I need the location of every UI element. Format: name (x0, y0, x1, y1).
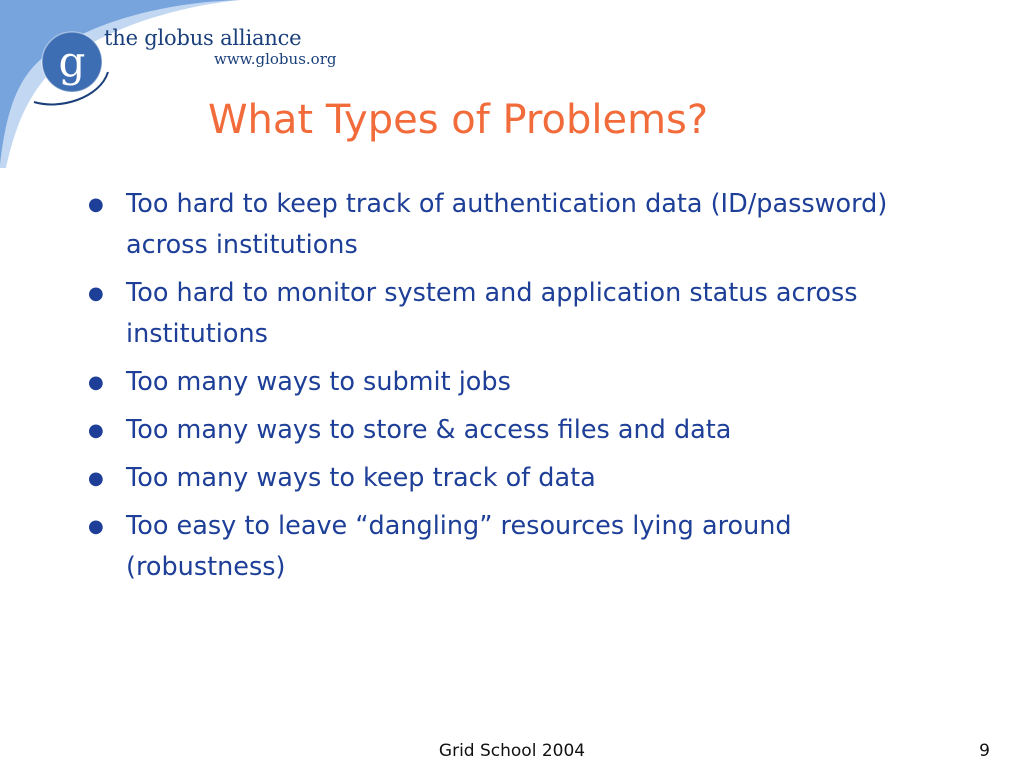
globus-logo-letter: g (58, 37, 86, 86)
page-number: 9 (979, 741, 990, 761)
bullet-text: Too easy to leave “dangling” resources lying around (robustness) (126, 511, 792, 582)
logo-url: www.globus.org (214, 50, 337, 68)
logo-wordmark: the globus alliance (104, 26, 302, 50)
bullet-text: Too many ways to keep track of data (126, 463, 596, 493)
bullet-item (86, 184, 946, 266)
bullet-text: Too hard to monitor system and application status across institutions (126, 278, 858, 349)
bullet-dot-icon: ● (88, 516, 104, 537)
bullet-dot-icon: ● (88, 468, 104, 489)
bullet-dot-icon: ● (88, 194, 104, 215)
bullet-dot-icon: ● (88, 420, 104, 441)
bullet-item (86, 362, 946, 403)
bullet-text: Too hard to keep track of authentication data (ID/password) across institutions (126, 189, 888, 260)
footer-text: Grid School 2004 (438, 741, 586, 761)
bullet-item (86, 273, 946, 355)
bullet-text: Too many ways to store & access files and data (126, 415, 732, 445)
bullet-list (86, 184, 946, 595)
bullet-item (86, 506, 946, 588)
bullet-item (86, 410, 946, 451)
bullet-dot-icon: ● (88, 372, 104, 393)
bullet-dot-icon: ● (88, 283, 104, 304)
bullet-text: Too many ways to submit jobs (126, 367, 511, 397)
slide-title: What Types of Problems? (208, 97, 709, 143)
bullet-item (86, 458, 946, 499)
